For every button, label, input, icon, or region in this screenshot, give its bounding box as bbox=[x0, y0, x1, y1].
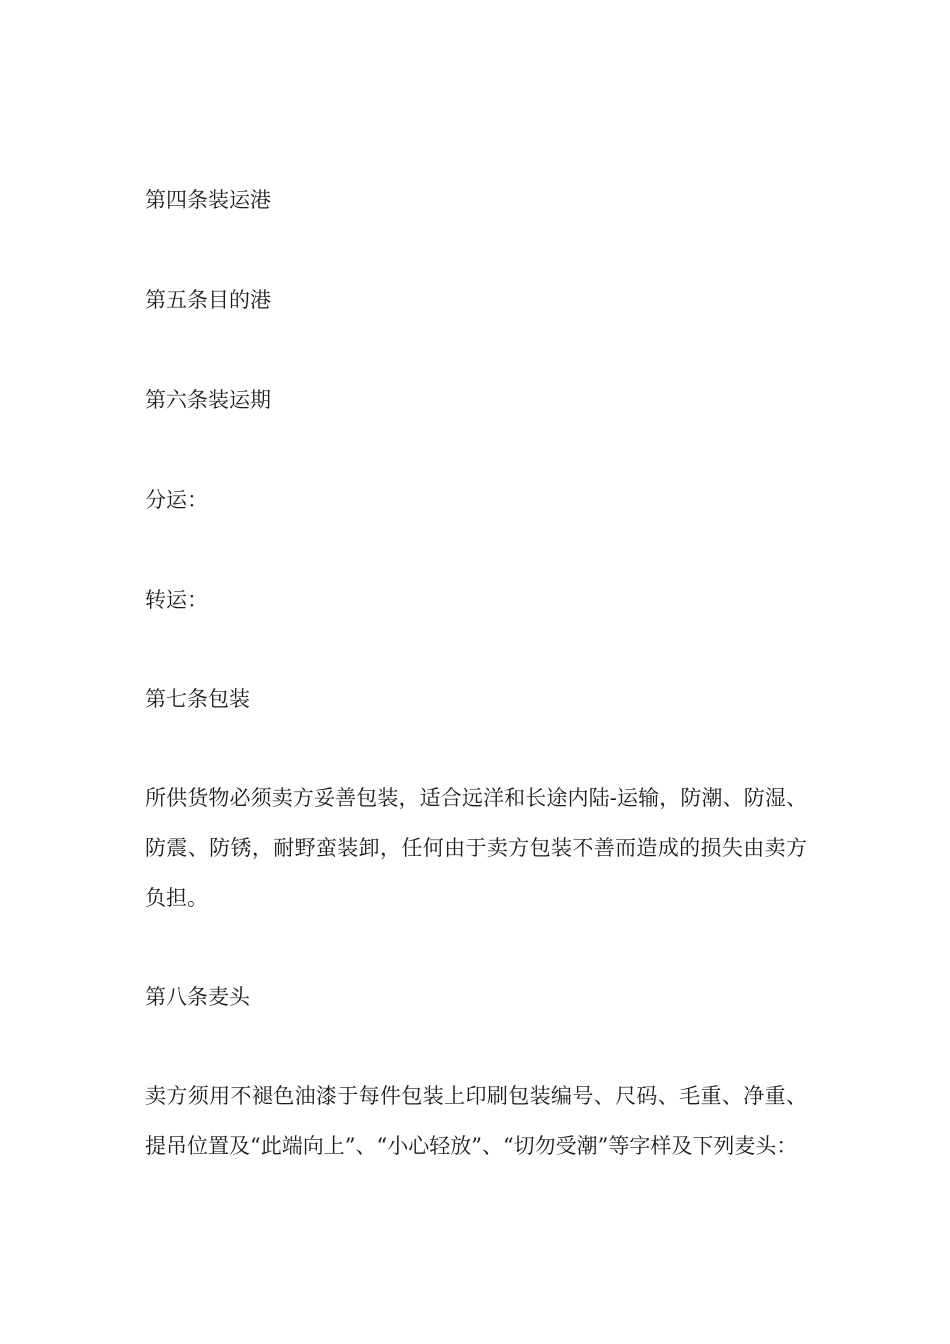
article-8-body: 卖方须用不褪色油漆于每件包装上印刷包装编号、尺码、毛重、净重、提吊位置及“此端向上”、“小心轻放”、“切勿受潮”等字样及下列麦头： bbox=[145, 1084, 807, 1158]
article-8-heading: 第八条麦头 bbox=[145, 985, 250, 1009]
article-7-heading: 第七条包装 bbox=[145, 687, 250, 711]
transshipment-line: 转运： bbox=[145, 588, 208, 612]
article-7-body: 所供货物必须卖方妥善包装，适合远洋和长途内陆-运输，防潮、防湿、防震、防锈，耐野蛮装卸，任何由于卖方包装不善而造成的损失由卖方负担。 bbox=[145, 786, 807, 910]
article-4-heading: 第四条装运港 bbox=[145, 188, 271, 212]
article-5-heading: 第五条目的港 bbox=[145, 288, 271, 312]
article-6-heading: 第六条装运期 bbox=[145, 388, 271, 412]
partial-shipment-line: 分运： bbox=[145, 488, 208, 512]
